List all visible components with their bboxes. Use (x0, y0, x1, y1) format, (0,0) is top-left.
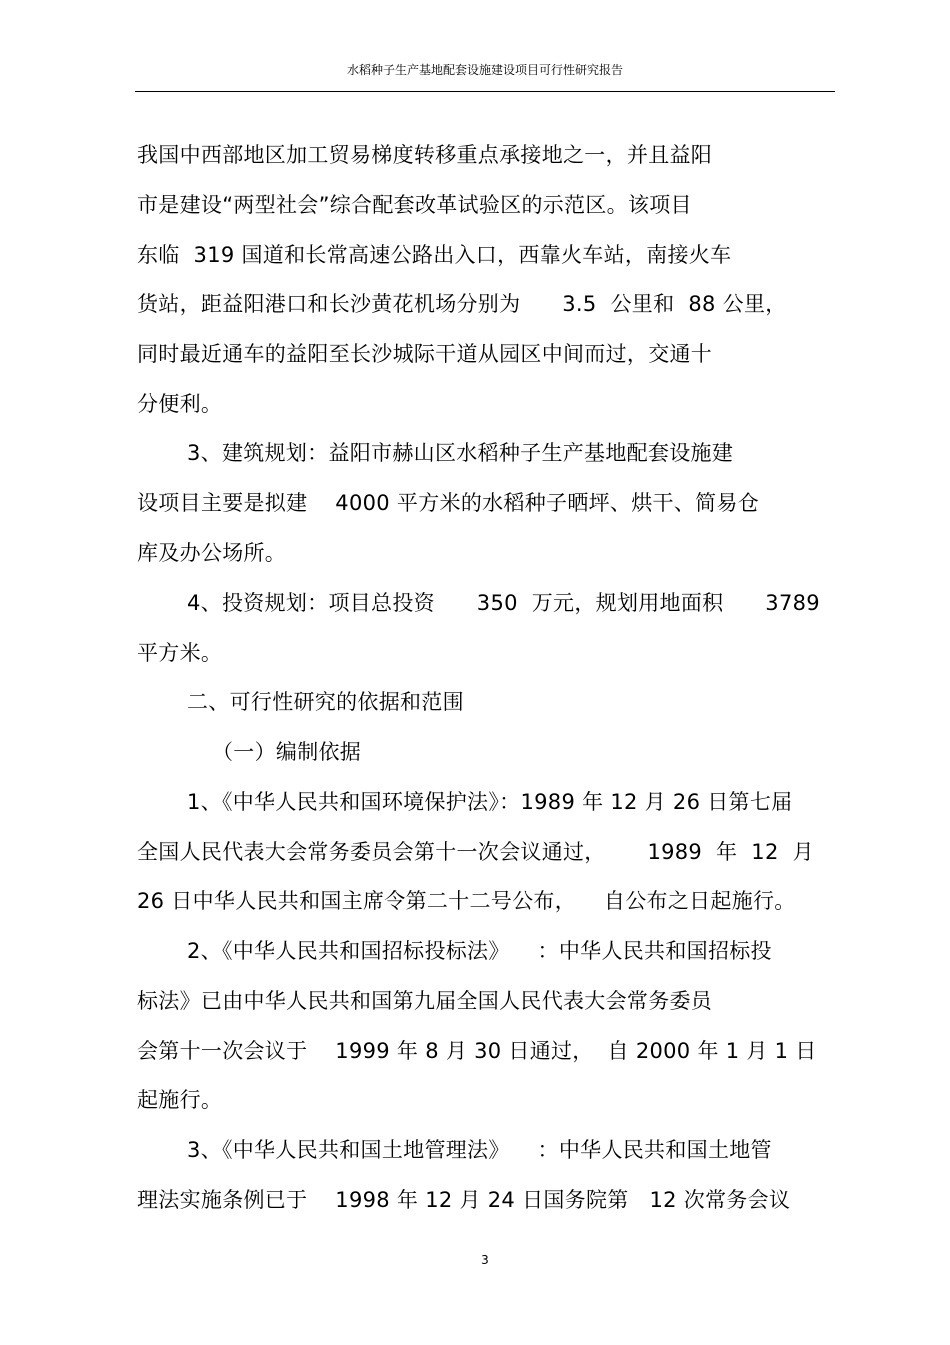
paragraph-line: 分便利。 (137, 392, 223, 416)
paragraph-line: 我国中西部地区加工贸易梯度转移重点承接地之一，并且益阳 (137, 143, 713, 167)
header-divider (135, 91, 835, 92)
paragraph-line: 26 日中华人民共和国主席令第二十二号公布， 自公布之日起施行。 (137, 889, 796, 913)
running-header-title: 水稻种子生产基地配套设施建设项目可行性研究报告 (346, 63, 623, 77)
paragraph-line: 3、建筑规划：益阳市赫山区水稻种子生产基地配套设施建 (187, 441, 734, 465)
paragraph-line: 起施行。 (137, 1088, 223, 1112)
paragraph-line: 平方米。 (137, 641, 223, 665)
paragraph-line: 4、投资规划：项目总投资 350 万元，规划用地面积 3789 (187, 591, 820, 615)
paragraph-line: 2、《中华人民共和国招标投标法》 ：中华人民共和国招标投 (187, 939, 772, 963)
paragraph-line: 理法实施条例已于 1998 年 12 月 24 日国务院第 12 次常务会议 (137, 1188, 791, 1212)
paragraph-line: 全国人民代表大会常务委员会第十一次会议通过， 1989 年 12 月 (137, 840, 814, 864)
page-number: 3 (481, 1253, 489, 1267)
subsection-heading: （一）编制依据 (212, 740, 362, 764)
section-heading: 二、可行性研究的依据和范围 (187, 690, 464, 714)
paragraph-line: 3、《中华人民共和国土地管理法》 ：中华人民共和国土地管 (187, 1138, 772, 1162)
paragraph-line: 东临 319 国道和长常高速公路出入口，西靠火车站，南接火车 (137, 243, 732, 267)
paragraph-line: 库及办公场所。 (137, 541, 287, 565)
paragraph-line: 货站，距益阳港口和长沙黄花机场分别为 3.5 公里和 88 公里， (137, 292, 787, 316)
paragraph-line: 会第十一次会议于 1999 年 8 月 30 日通过， 自 2000 年 1 月 1 日 (137, 1039, 817, 1063)
paragraph-line: 1、《中华人民共和国环境保护法》：1989 年 12 月 26 日第七届 (187, 790, 793, 814)
paragraph-line: 同时最近通车的益阳至长沙城际干道从园区中间而过，交通十 (137, 342, 713, 366)
paragraph-line: 市是建设“两型社会”综合配套改革试验区的示范区。该项目 (137, 193, 692, 217)
paragraph-line: 标法》已由中华人民共和国第九届全国人民代表大会常务委员 (137, 989, 713, 1013)
paragraph-line: 设项目主要是拟建 4000 平方米的水稻种子晒坪、烘干、简易仓 (137, 491, 760, 515)
